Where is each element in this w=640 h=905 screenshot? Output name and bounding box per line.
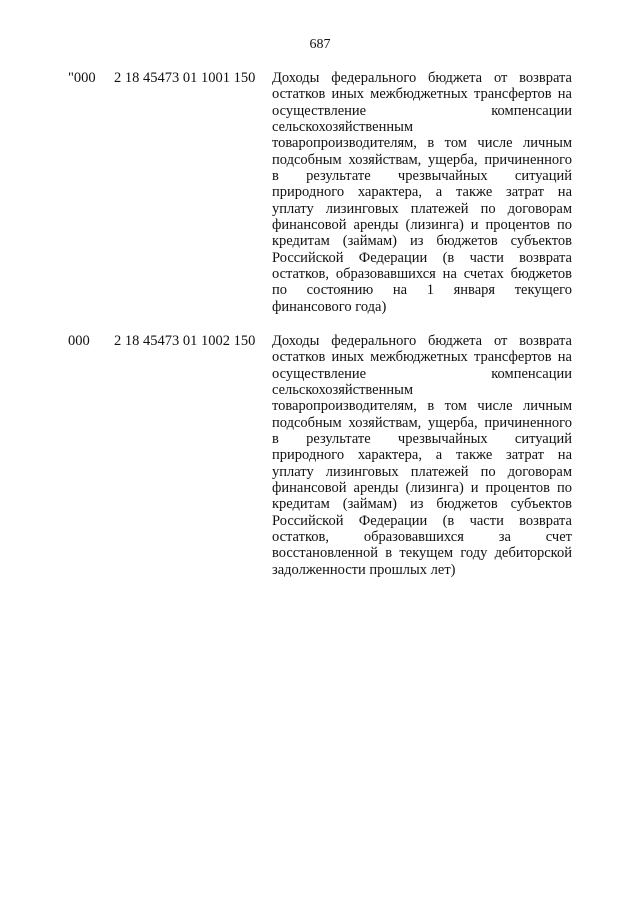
description-line: финансовой аренды (лизинга) и процентов по — [272, 217, 572, 234]
description-line: уплату лизинговых платежей по договорам — [272, 463, 572, 480]
description-line: Доходы федерального бюджета от возврата — [272, 333, 572, 349]
description-line: Доходы федерального бюджета от возврата — [272, 70, 572, 86]
description-line: кредитам (займам) из бюджетов субъектов — [272, 496, 572, 513]
description-line: остатков иных межбюджетных трансфертов на — [272, 86, 572, 103]
description-line: товаропроизводителям, в том числе личным — [272, 398, 572, 415]
description-line: сельскохозяйственным — [272, 119, 414, 136]
description-line: в результате чрезвычайных ситуаций — [272, 431, 572, 448]
description-line: восстановленной в текущем году дебиторской — [272, 545, 572, 562]
description-line: осуществление компенсации — [272, 365, 572, 382]
description-line: уплату лизинговых платежей по договорам — [272, 200, 572, 217]
description-line: остатков, образовавшихся за счет — [272, 529, 572, 546]
description-line: финансовой аренды (лизинга) и процентов по — [272, 480, 572, 497]
description-line: по состоянию на 1 января текущего — [272, 282, 572, 299]
description-line: Российской Федерации (в части возврата — [272, 249, 572, 266]
entry-description — [272, 70, 572, 315]
description-line: остатков иных межбюджетных трансфертов на — [272, 349, 572, 366]
classification-code: 2 18 45473 01 1001 150 — [114, 70, 256, 86]
page-number: 687 — [309, 37, 331, 52]
description-line: кредитам (займам) из бюджетов субъектов — [272, 233, 572, 250]
description-line: финансового года) — [272, 298, 387, 315]
classification-code: 2 18 45473 01 1002 150 — [114, 333, 256, 349]
description-line: природного характера, а также затрат на — [272, 447, 572, 464]
admin-code: "000 — [68, 70, 96, 86]
description-line: товаропроизводителям, в том числе личным — [272, 135, 572, 152]
description-line: подсобным хозяйствам, ущерба, причиненного — [272, 151, 572, 168]
entry-description — [272, 333, 572, 578]
description-line: природного характера, а также затрат на — [272, 184, 572, 201]
description-line: в результате чрезвычайных ситуаций — [272, 168, 572, 185]
admin-code: 000 — [68, 333, 90, 349]
description-line: подсобным хозяйствам, ущерба, причиненного — [272, 414, 572, 431]
description-line: задолженности прошлых лет) — [272, 561, 456, 578]
description-line: осуществление компенсации — [272, 102, 572, 119]
description-line: остатков, образовавшихся на счетах бюджетов — [272, 266, 572, 283]
description-line: Российской Федерации (в части возврата — [272, 512, 572, 529]
description-line: сельскохозяйственным — [272, 382, 414, 399]
